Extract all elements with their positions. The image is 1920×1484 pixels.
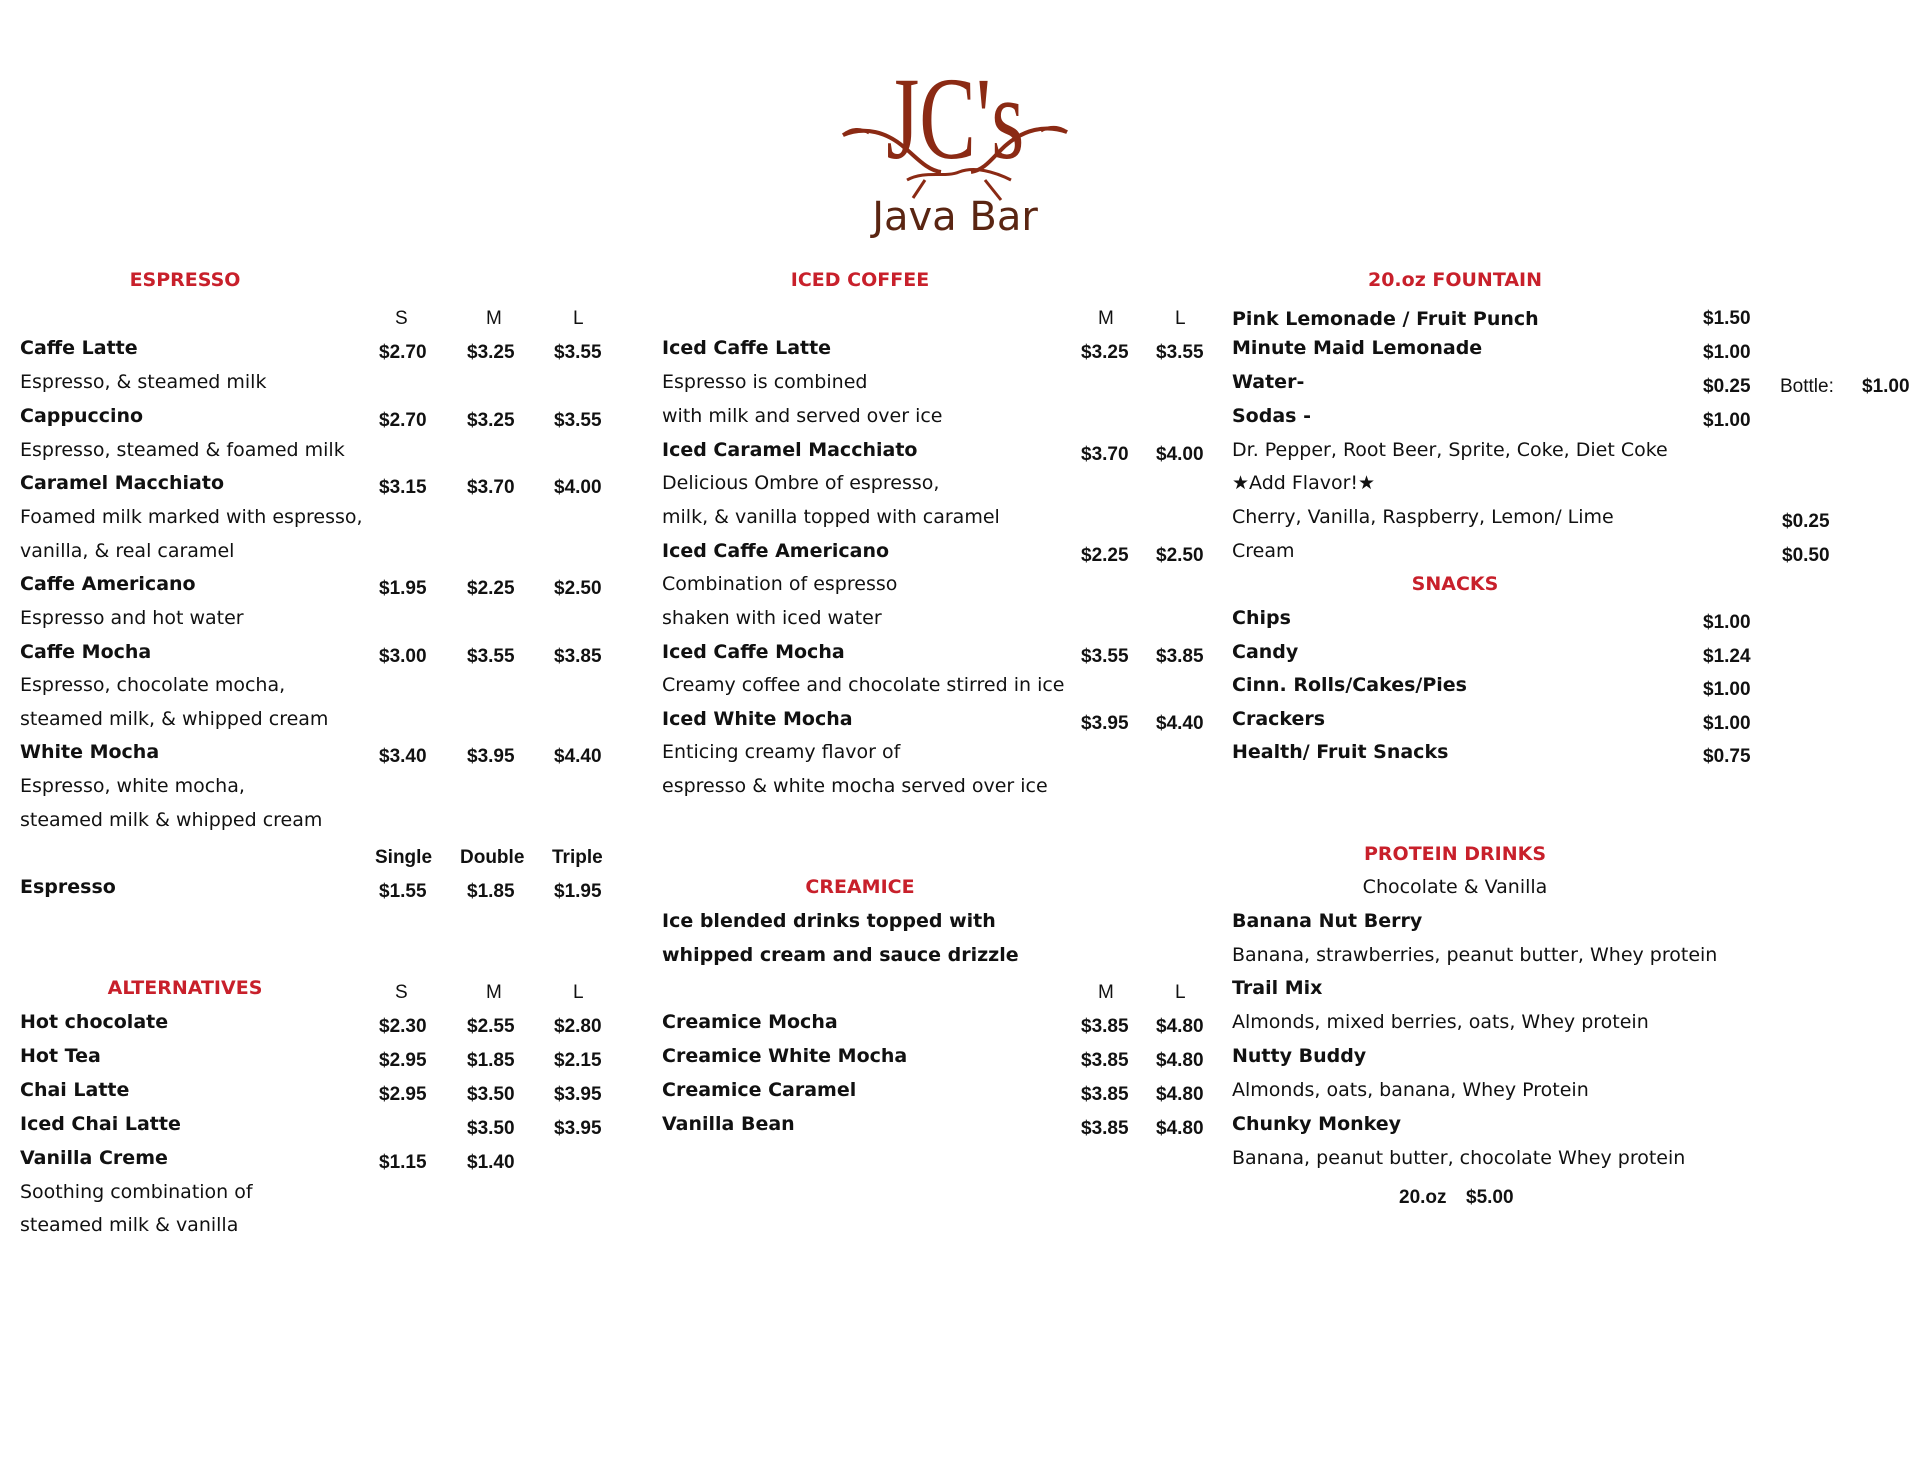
espresso-item-name: White Mocha (20, 741, 160, 763)
espresso-price-m: $3.70 (467, 477, 515, 498)
iced-price-l: $3.55 (1156, 342, 1204, 363)
espresso-size-s: S (395, 308, 408, 329)
espresso-size-l: L (573, 308, 584, 329)
creamice-price-m: $3.85 (1081, 1118, 1129, 1139)
iced-price-m: $2.25 (1081, 545, 1129, 566)
espresso-item-name: Caramel Macchiato (20, 472, 225, 494)
espresso-price-l: $3.55 (554, 342, 602, 363)
espresso-heading: ESPRESSO (129, 269, 241, 291)
alternatives-price-m: $3.50 (467, 1118, 515, 1139)
fountain-item-price: $0.25 (1703, 376, 1751, 397)
espresso-price-m: $2.25 (467, 578, 515, 599)
creamice-size-l: L (1175, 982, 1186, 1003)
snack-item-name: Cinn. Rolls/Cakes/Pies (1232, 674, 1467, 696)
creamice-item-name: Vanilla Bean (662, 1113, 795, 1135)
alternatives-item-name: Iced Chai Latte (20, 1113, 181, 1135)
iced-price-m: $3.25 (1081, 342, 1129, 363)
iced-size-l: L (1175, 308, 1186, 329)
espresso-price-m: $3.95 (467, 746, 515, 767)
fountain-cream-price: $0.50 (1782, 545, 1830, 566)
creamice-item-name: Creamice Mocha (662, 1011, 838, 1033)
creamice-price-l: $4.80 (1156, 1118, 1204, 1139)
alternatives-price-l: $3.95 (554, 1118, 602, 1139)
espresso-item-name: Caffe Americano (20, 573, 196, 595)
protein-item-desc: Banana, peanut butter, chocolate Whey protein (1232, 1147, 1686, 1169)
fountain-bottle-price: $1.00 (1862, 376, 1910, 397)
alternatives-price-m: $1.85 (467, 1050, 515, 1071)
espresso-price-m: $3.25 (467, 342, 515, 363)
alternatives-price-s: $2.95 (379, 1050, 427, 1071)
snack-item-price: $0.75 (1703, 746, 1751, 767)
espresso-price-l: $2.50 (554, 578, 602, 599)
alternatives-desc: Soothing combination of (20, 1181, 253, 1203)
creamice-intro: Ice blended drinks topped with (662, 910, 996, 932)
alternatives-heading: ALTERNATIVES (107, 977, 263, 999)
fountain-item-price: $1.00 (1703, 342, 1751, 363)
espresso-shot-price-double: $1.85 (467, 881, 515, 902)
espresso-price-s: $2.70 (379, 342, 427, 363)
espresso-item-desc: steamed milk & whipped cream (20, 809, 323, 831)
espresso-item-name: Caffe Latte (20, 337, 138, 359)
alternatives-price-l: $3.95 (554, 1084, 602, 1105)
iced-price-m: $3.70 (1081, 444, 1129, 465)
logo-brand: JC's (886, 53, 1025, 185)
alternatives-item-name: Chai Latte (20, 1079, 130, 1101)
fountain-item-price: $1.00 (1703, 410, 1751, 431)
iced-size-m: M (1098, 308, 1114, 329)
iced-price-l: $2.50 (1156, 545, 1204, 566)
protein-item-desc: Banana, strawberries, peanut butter, Whey protein (1232, 944, 1718, 966)
snack-item-name: Candy (1232, 641, 1299, 663)
alternatives-price-m: $2.55 (467, 1016, 515, 1037)
espresso-price-l: $4.00 (554, 477, 602, 498)
alternatives-desc: steamed milk & vanilla (20, 1214, 239, 1236)
espresso-shot-price-triple: $1.95 (554, 881, 602, 902)
espresso-item-desc: vanilla, & real caramel (20, 540, 235, 562)
creamice-price-l: $4.80 (1156, 1050, 1204, 1071)
fountain-item-name: Minute Maid Lemonade (1232, 337, 1483, 359)
snack-item-name: Crackers (1232, 708, 1326, 730)
protein-size: 20.oz (1399, 1187, 1447, 1208)
fountain-add-flavor: ★Add Flavor!★ (1232, 472, 1376, 494)
alternatives-price-l: $2.80 (554, 1016, 602, 1037)
espresso-shot-price-single: $1.55 (379, 881, 427, 902)
espresso-price-l: $3.85 (554, 646, 602, 667)
espresso-price-l: $3.55 (554, 410, 602, 431)
snack-item-price: $1.24 (1703, 646, 1751, 667)
fountain-item-name: Sodas - (1232, 405, 1311, 427)
espresso-shot-triple: Triple (552, 847, 603, 868)
espresso-item-name: Caffe Mocha (20, 641, 152, 663)
alternatives-item-name: Hot Tea (20, 1045, 101, 1067)
protein-item-name: Trail Mix (1232, 977, 1323, 999)
creamice-size-m: M (1098, 982, 1114, 1003)
alternatives-size-m: M (486, 982, 502, 1003)
iced-price-m: $3.95 (1081, 713, 1129, 734)
iced-item-desc: espresso & white mocha served over ice (662, 775, 1048, 797)
creamice-item-name: Creamice White Mocha (662, 1045, 908, 1067)
espresso-shot-double: Double (460, 847, 525, 868)
creamice-item-name: Creamice Caramel (662, 1079, 857, 1101)
espresso-size-m: M (486, 308, 502, 329)
espresso-item-name: Cappuccino (20, 405, 144, 427)
alternatives-size-l: L (573, 982, 584, 1003)
protein-item-desc: Almonds, mixed berries, oats, Whey protein (1232, 1011, 1649, 1033)
espresso-item-desc: Espresso, white mocha, (20, 775, 245, 797)
snack-item-name: Chips (1232, 607, 1291, 629)
espresso-price-s: $3.15 (379, 477, 427, 498)
espresso-price-l: $4.40 (554, 746, 602, 767)
fountain-sodas-list: Dr. Pepper, Root Beer, Sprite, Coke, Diet Coke (1232, 439, 1668, 461)
fountain-item-name: Water- (1232, 371, 1305, 393)
iced-item-name: Iced White Mocha (662, 708, 853, 730)
protein-price: $5.00 (1466, 1187, 1514, 1208)
alternatives-price-s: $2.30 (379, 1016, 427, 1037)
creamice-price-m: $3.85 (1081, 1016, 1129, 1037)
creamice-intro: whipped cream and sauce drizzle (662, 944, 1019, 966)
espresso-shot-single: Single (375, 847, 433, 868)
alternatives-price-s: $1.15 (379, 1152, 427, 1173)
iced-price-l: $4.40 (1156, 713, 1204, 734)
iced-item-desc: Espresso is combined (662, 371, 868, 393)
espresso-item-desc: Espresso, & steamed milk (20, 371, 267, 393)
fountain-item-price: $1.50 (1703, 308, 1751, 329)
creamice-price-m: $3.85 (1081, 1084, 1129, 1105)
espresso-price-m: $3.25 (467, 410, 515, 431)
iced-item-desc: with milk and served over ice (662, 405, 943, 427)
creamice-price-l: $4.80 (1156, 1016, 1204, 1037)
protein-item-desc: Almonds, oats, banana, Whey Protein (1232, 1079, 1589, 1101)
jcs-java-bar-logo (835, 30, 1075, 245)
iced-item-desc: Delicious Ombre of espresso, (662, 472, 940, 494)
espresso-shot-name: Espresso (20, 876, 116, 898)
iced-price-l: $3.85 (1156, 646, 1204, 667)
protein-item-name: Chunky Monkey (1232, 1113, 1402, 1135)
snack-item-name: Health/ Fruit Snacks (1232, 741, 1449, 763)
espresso-price-s: $3.00 (379, 646, 427, 667)
alternatives-price-m: $3.50 (467, 1084, 515, 1105)
snack-item-price: $1.00 (1703, 713, 1751, 734)
iced-item-name: Iced Caramel Macchiato (662, 439, 918, 461)
iced-item-name: Iced Caffe Mocha (662, 641, 845, 663)
alternatives-size-s: S (395, 982, 408, 1003)
snacks-heading: SNACKS (1411, 573, 1499, 595)
snack-item-price: $1.00 (1703, 612, 1751, 633)
iced-item-desc: Creamy coffee and chocolate stirred in ice (662, 674, 1065, 696)
iced-item-name: Iced Caffe Americano (662, 540, 890, 562)
alternatives-item-name: Hot chocolate (20, 1011, 169, 1033)
iced-price-l: $4.00 (1156, 444, 1204, 465)
fountain-flavors: Cherry, Vanilla, Raspberry, Lemon/ Lime (1232, 506, 1614, 528)
protein-subtitle: Chocolate & Vanilla (1362, 876, 1548, 898)
espresso-item-desc: Foamed milk marked with espresso, (20, 506, 363, 528)
iced-item-desc: milk, & vanilla topped with caramel (662, 506, 1000, 528)
espresso-item-desc: Espresso and hot water (20, 607, 244, 629)
logo-subtitle: Java Bar (872, 194, 1038, 240)
creamice-price-m: $3.85 (1081, 1050, 1129, 1071)
snack-item-price: $1.00 (1703, 679, 1751, 700)
espresso-item-desc: Espresso, steamed & foamed milk (20, 439, 345, 461)
espresso-price-s: $1.95 (379, 578, 427, 599)
fountain-heading: 20.oz FOUNTAIN (1367, 269, 1542, 291)
protein-item-name: Banana Nut Berry (1232, 910, 1423, 932)
alternatives-item-name: Vanilla Creme (20, 1147, 168, 1169)
creamice-heading: CREAMICE (805, 876, 915, 898)
fountain-bottle-label: Bottle: (1780, 376, 1834, 397)
alternatives-price-m: $1.40 (467, 1152, 515, 1173)
iced-item-desc: shaken with iced water (662, 607, 882, 629)
iced-item-desc: Enticing creamy flavor of (662, 741, 901, 763)
espresso-price-s: $2.70 (379, 410, 427, 431)
fountain-flavors-price: $0.25 (1782, 511, 1830, 532)
creamice-price-l: $4.80 (1156, 1084, 1204, 1105)
iced-price-m: $3.55 (1081, 646, 1129, 667)
fountain-cream: Cream (1232, 540, 1295, 562)
protein-heading: PROTEIN DRINKS (1363, 843, 1546, 865)
iced-coffee-heading: ICED COFFEE (790, 269, 930, 291)
espresso-price-m: $3.55 (467, 646, 515, 667)
espresso-item-desc: Espresso, chocolate mocha, (20, 674, 286, 696)
iced-item-desc: Combination of espresso (662, 573, 898, 595)
espresso-item-desc: steamed milk, & whipped cream (20, 708, 329, 730)
protein-item-name: Nutty Buddy (1232, 1045, 1367, 1067)
espresso-price-s: $3.40 (379, 746, 427, 767)
alternatives-price-s: $2.95 (379, 1084, 427, 1105)
fountain-item-name: Pink Lemonade / Fruit Punch (1232, 308, 1539, 330)
iced-item-name: Iced Caffe Latte (662, 337, 832, 359)
alternatives-price-l: $2.15 (554, 1050, 602, 1071)
